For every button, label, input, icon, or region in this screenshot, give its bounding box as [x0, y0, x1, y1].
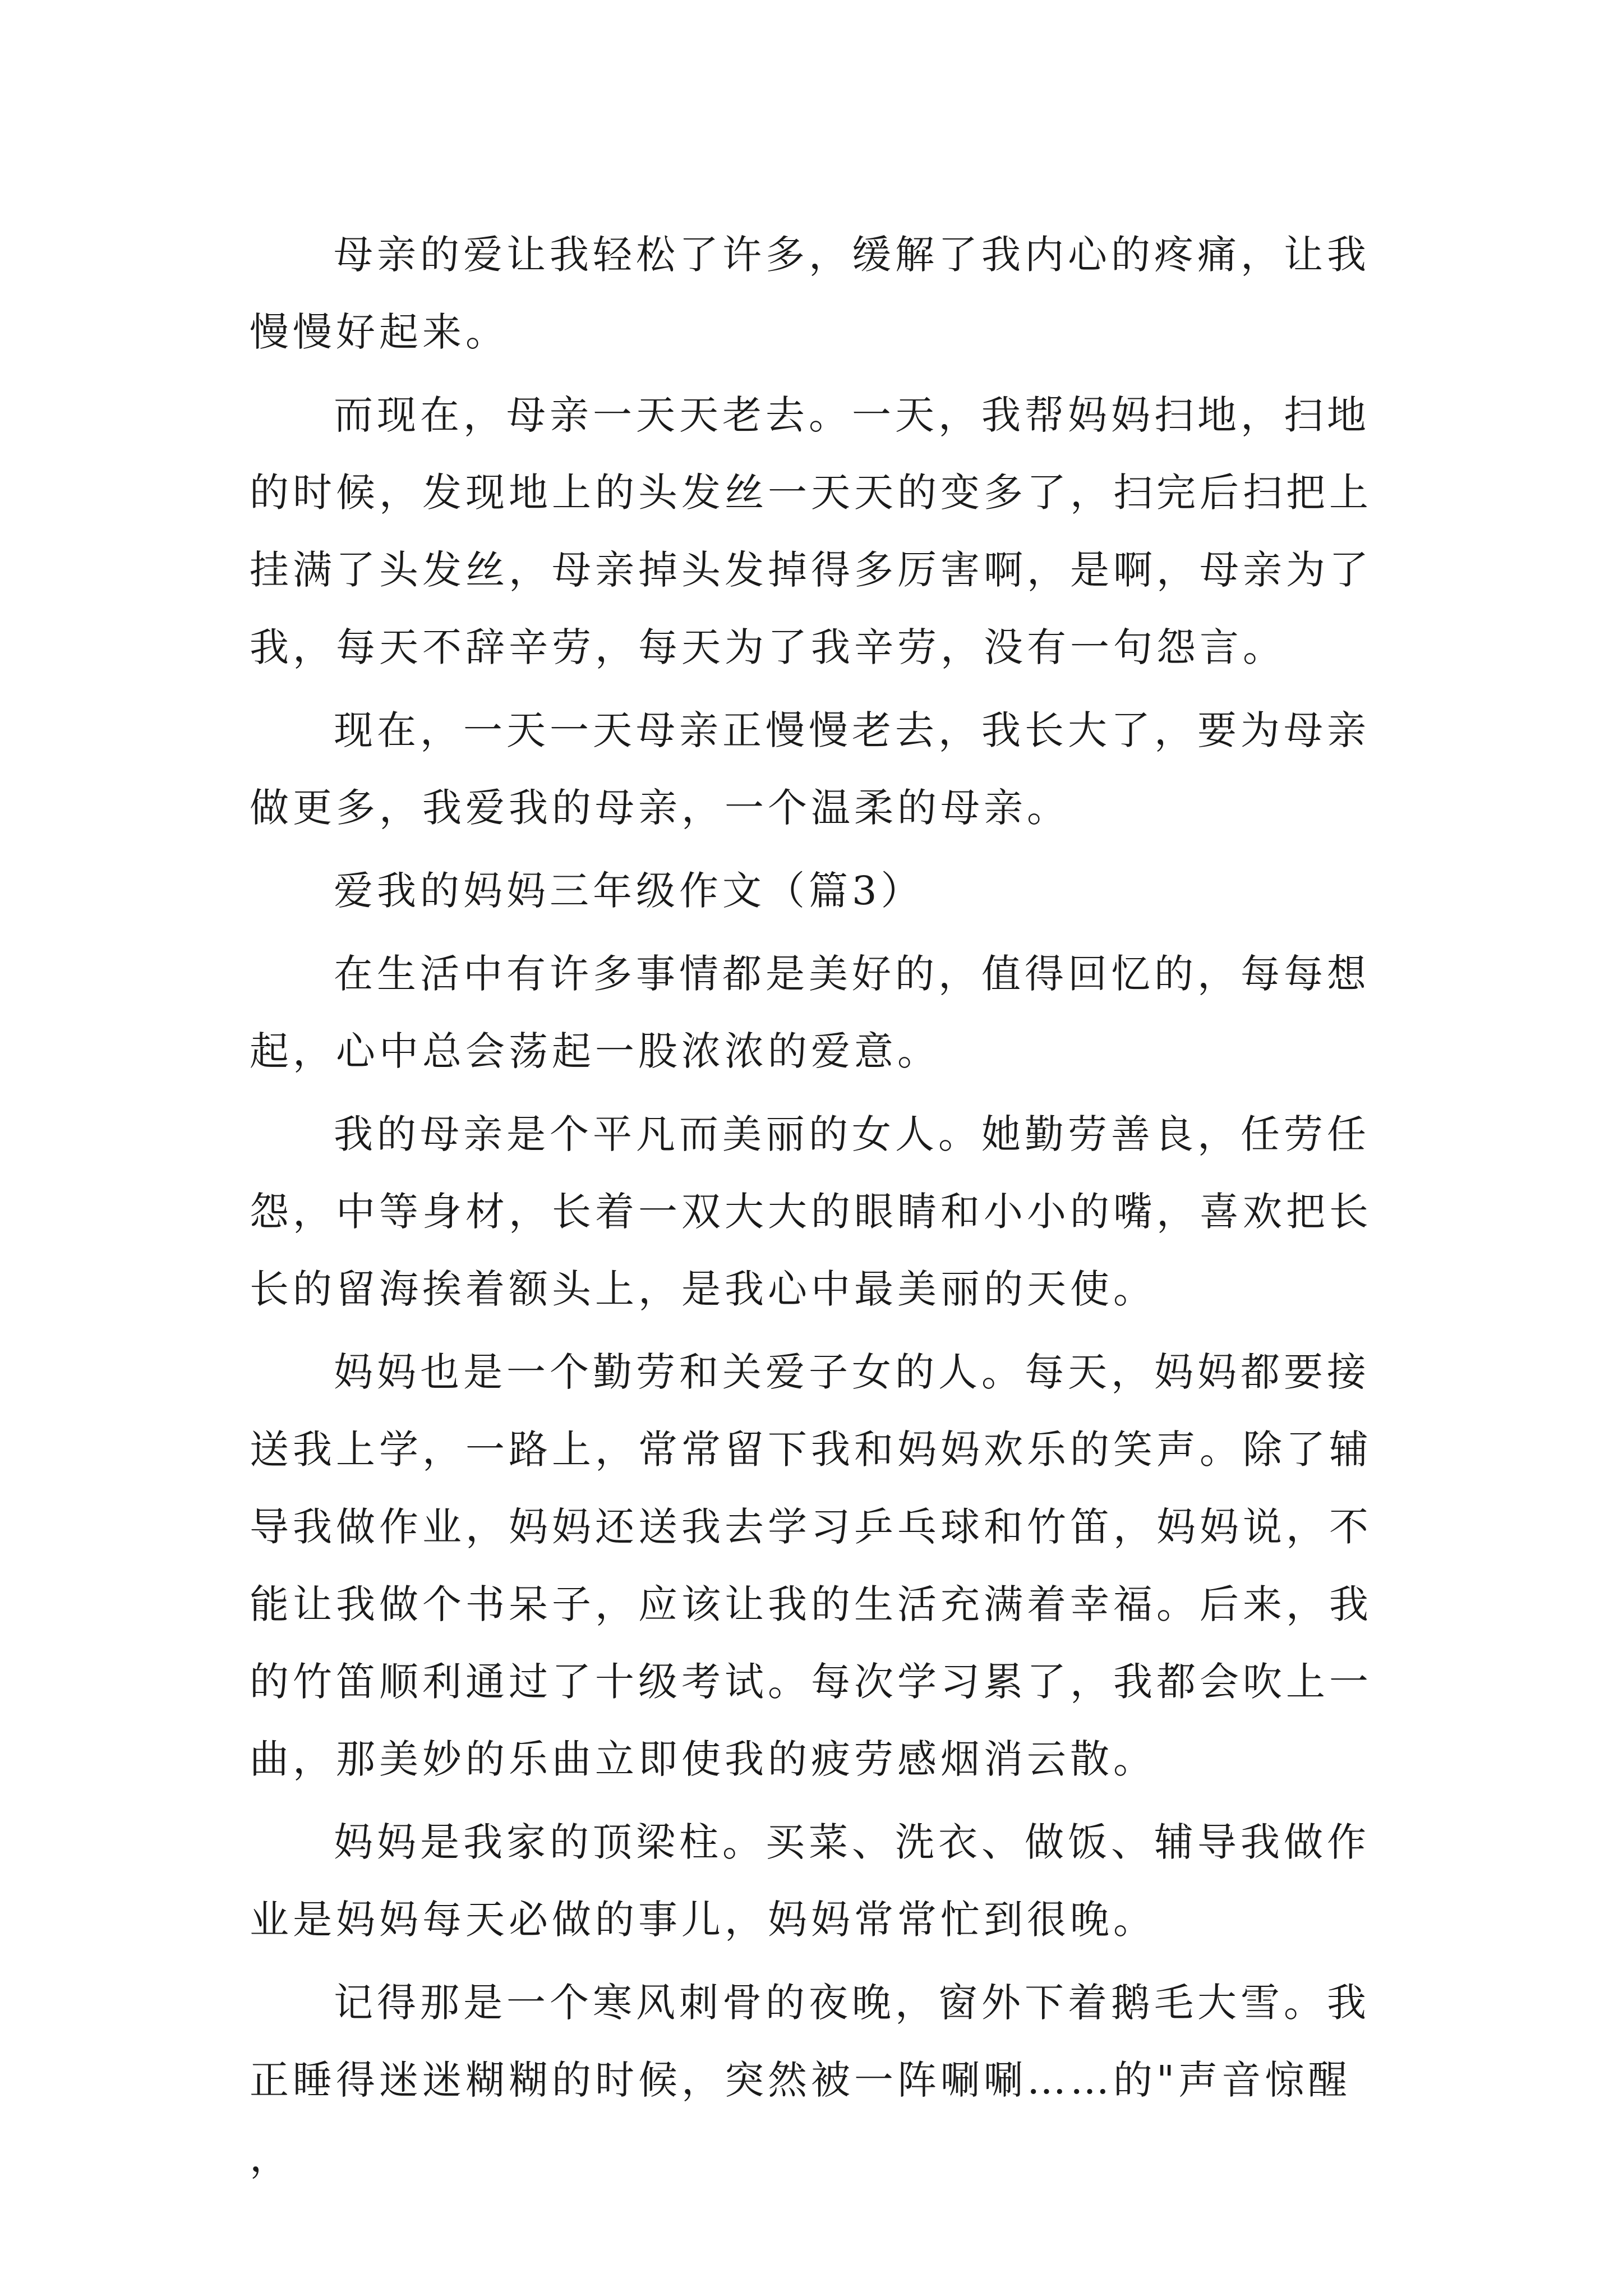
section-heading: 爱我的妈妈三年级作文（篇3）	[334, 868, 924, 914]
paragraph: 妈妈是我家的顶梁柱。买菜、洗衣、做饭、辅导我做作业是妈妈每天必做的事儿，妈妈常常忙到很晚。	[250, 1819, 1370, 1943]
paragraph: 记得那是一个寒风刺骨的夜晚，窗外下着鹅毛大雪。我正睡得迷迷糊糊的时候，突然被一阵唰唰……的"声音惊醒，	[250, 1980, 1370, 2180]
paragraph: 母亲的爱让我轻松了许多，缓解了我内心的疼痛，让我慢慢好起来。	[250, 232, 1370, 355]
paragraph: 现在，一天一天母亲正慢慢老去，我长大了，要为母亲做更多，我爱我的母亲，一个温柔的母亲。	[250, 707, 1370, 831]
paragraph: 妈妈也是一个勤劳和关爱子女的人。每天，妈妈都要接送我上学，一路上，常常留下我和妈妈欢乐的笑声。除了辅导我做作业，妈妈还送我去学习乒乓球和竹笛，妈妈说，不能让我做个书呆子，应该让我的生活充满着幸福。后来，我的竹笛顺利通过了十级考试。每次学习累了，我都会吹上一曲，那美妙的乐曲立即使我的疲劳感烟消云散。	[250, 1349, 1372, 1782]
document-body	[250, 216, 1377, 2202]
paragraph: 在生活中有许多事情都是美好的，值得回忆的，每每想起，心中总会荡起一股浓浓的爱意。	[250, 951, 1370, 1074]
paragraph: 而现在，母亲一天天老去。一天，我帮妈妈扫地，扫地的时候，发现地上的头发丝一天天的变多了，扫完后扫把上挂满了头发丝，母亲掉头发掉得多厉害啊，是啊，母亲为了我，每天不辞辛劳，每天为了我辛劳，没有一句怨言。	[250, 392, 1372, 670]
paragraph: 我的母亲是个平凡而美丽的女人。她勤劳善良，任劳任怨，中等身材，长着一双大大的眼睛和小小的嘴，喜欢把长长的留海挨着额头上，是我心中最美丽的天使。	[250, 1111, 1372, 1312]
